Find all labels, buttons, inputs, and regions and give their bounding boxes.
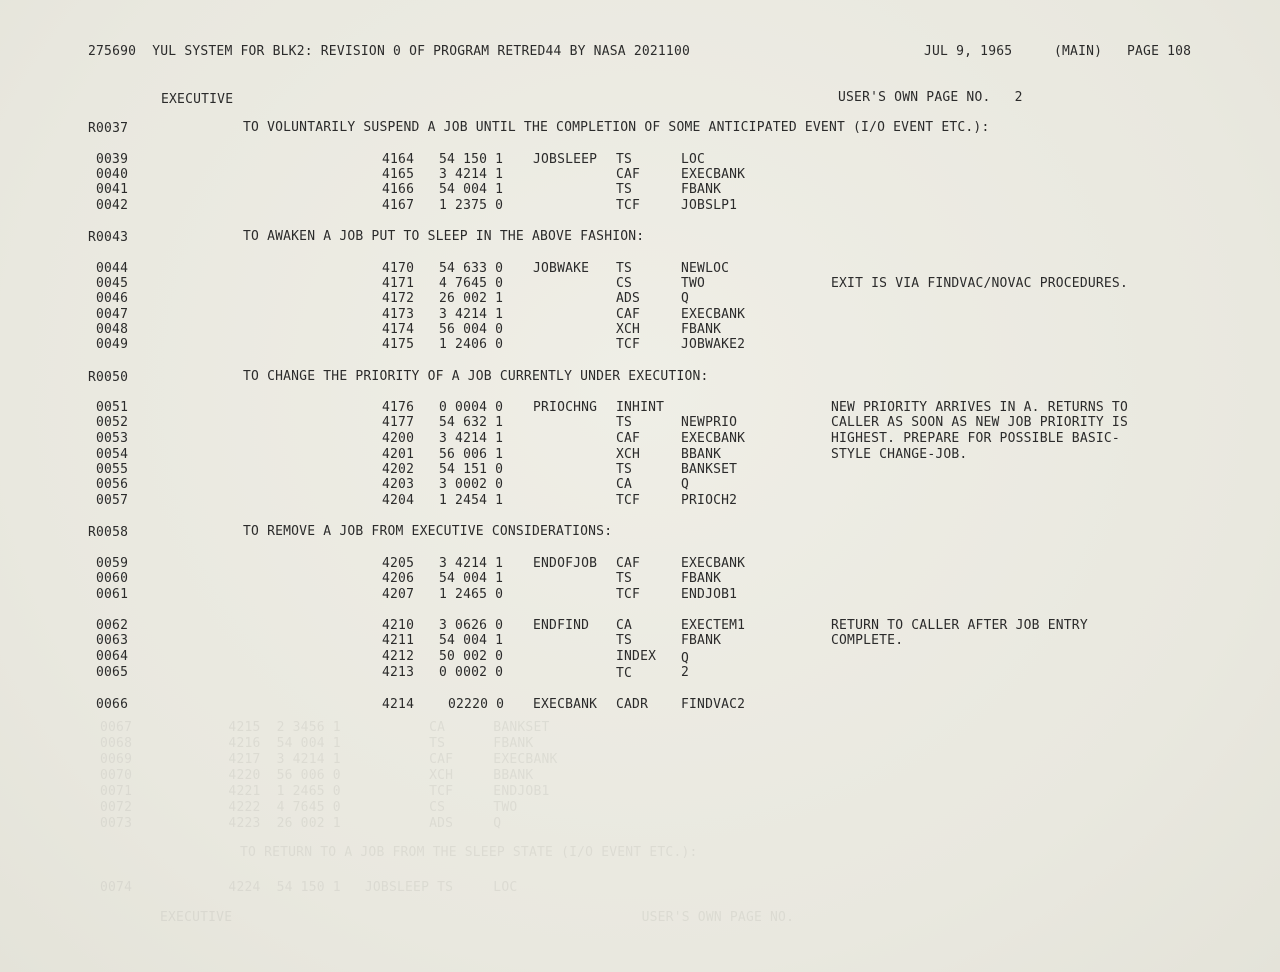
- operand: EXECBANK: [681, 167, 746, 182]
- users-page-number: USER'S OWN PAGE NO. 2: [838, 90, 1023, 105]
- opcode: TS: [616, 152, 633, 167]
- seq-number: 0053: [96, 431, 129, 446]
- seq-number: 0049: [96, 337, 129, 352]
- seq-number: 0045: [96, 276, 129, 291]
- octal-code: 26 002 1: [439, 291, 504, 306]
- seq-number: 0059: [96, 556, 129, 571]
- opcode: CADR: [616, 697, 649, 712]
- address: 4207: [382, 587, 415, 602]
- seq-number: 0051: [96, 400, 129, 415]
- opcode: CA: [616, 477, 633, 492]
- seq-number: 0062: [96, 618, 129, 633]
- address: 4166: [382, 182, 415, 197]
- address: 4203: [382, 477, 415, 492]
- octal-code: 4 7645 0: [439, 276, 504, 291]
- opcode: TCF: [616, 198, 641, 213]
- opcode: XCH: [616, 447, 641, 462]
- block-comment-line: COMPLETE.: [831, 633, 904, 648]
- octal-code: 3 4214 1: [439, 167, 504, 182]
- seq-number: 0044: [96, 261, 129, 276]
- seq-number: 0060: [96, 571, 129, 586]
- operand: ENDJOB1: [681, 587, 738, 602]
- operand: LOC: [681, 152, 706, 167]
- opcode: TC: [616, 666, 633, 681]
- address: 4204: [382, 493, 415, 508]
- operand: EXECTEM1: [681, 618, 746, 633]
- seq-number: 0055: [96, 462, 129, 477]
- seq-number: 0046: [96, 291, 129, 306]
- opcode: TS: [616, 462, 633, 477]
- operand: PRIOCH2: [681, 493, 738, 508]
- address: 4212: [382, 649, 415, 664]
- operand: FBANK: [681, 633, 722, 648]
- address: 4165: [382, 167, 415, 182]
- octal-code: 54 004 1: [439, 633, 504, 648]
- opcode: TS: [616, 415, 633, 430]
- opcode: TS: [616, 571, 633, 586]
- octal-code: 54 004 1: [439, 571, 504, 586]
- address: 4167: [382, 198, 415, 213]
- octal-code: 56 006 1: [439, 447, 504, 462]
- address: 4173: [382, 307, 415, 322]
- opcode: CAF: [616, 167, 641, 182]
- symbol-label: ENDOFJOB: [533, 556, 598, 571]
- address: 4176: [382, 400, 415, 415]
- seq-number: 0054: [96, 447, 129, 462]
- octal-code: 3 4214 1: [439, 556, 504, 571]
- operand: EXECBANK: [681, 431, 746, 446]
- octal-code: 56 004 0: [439, 322, 504, 337]
- operand: JOBWAKE2: [681, 337, 746, 352]
- address: 4202: [382, 462, 415, 477]
- octal-code: 0 0002 0: [439, 665, 504, 680]
- block-title: TO VOLUNTARILY SUSPEND A JOB UNTIL THE COMPLETION OF SOME ANTICIPATED EVENT (I/O EVENT ETC.):: [243, 120, 990, 135]
- opcode: CS: [616, 276, 633, 291]
- block-title: TO REMOVE A JOB FROM EXECUTIVE CONSIDERATIONS:: [243, 524, 613, 539]
- opcode: TCF: [616, 493, 641, 508]
- header-left: 275690 YUL SYSTEM FOR BLK2: REVISION 0 OF PROGRAM RETRED44 BY NASA 2021100: [88, 44, 690, 59]
- opcode: XCH: [616, 322, 641, 337]
- octal-code: 3 4214 1: [439, 307, 504, 322]
- operand: Q: [681, 291, 690, 306]
- octal-code: 02220 0: [448, 697, 505, 712]
- header-date: JUL 9, 1965: [924, 44, 1013, 59]
- block-id: R0058: [88, 525, 129, 540]
- opcode: CAF: [616, 556, 641, 571]
- address: 4213: [382, 665, 415, 680]
- block-id: R0043: [88, 230, 129, 245]
- address: 4164: [382, 152, 415, 167]
- octal-code: 1 2406 0: [439, 337, 504, 352]
- operand: NEWLOC: [681, 261, 730, 276]
- seq-number: 0056: [96, 477, 129, 492]
- bleed-through-texture: 0067 4215 2 3456 1 CA BANKSET 0068 4216 54 004 1 TS FBANK 0069 4217 3 4214 1 CAF EXECBANK 0070 4220 56 006 0 XCH BBANK 0071 4221 1 2465 0 TCF ENDJOB1 0072 4222 4 7645 0 CS TWO 0073 4223 26 002 1 ADS Q TO RETURN TO A JOB FROM THE SLEEP STATE (I/O EVENT ETC.): 0074 4224 54 150 1 JOBSLEEP TS LOC EXECUTIVE USER'S OWN PAGE NO.: [100, 720, 795, 925]
- seq-number: 0066: [96, 697, 129, 712]
- seq-number: 0042: [96, 198, 129, 213]
- opcode: CA: [616, 618, 633, 633]
- block-comment-line: EXIT IS VIA FINDVAC/NOVAC PROCEDURES.: [831, 276, 1128, 291]
- symbol-label: JOBSLEEP: [533, 152, 598, 167]
- seq-number: 0061: [96, 587, 129, 602]
- operand: FBANK: [681, 182, 722, 197]
- symbol-label: JOBWAKE: [533, 261, 590, 276]
- operand: EXECBANK: [681, 556, 746, 571]
- operand: FINDVAC2: [681, 697, 746, 712]
- seq-number: 0057: [96, 493, 129, 508]
- block-comment-line: HIGHEST. PREPARE FOR POSSIBLE BASIC-: [831, 431, 1120, 446]
- operand: Q: [681, 651, 690, 666]
- operand: EXECBANK: [681, 307, 746, 322]
- opcode: INHINT: [616, 400, 665, 415]
- octal-code: 1 2465 0: [439, 587, 504, 602]
- address: 4175: [382, 337, 415, 352]
- octal-code: 54 151 0: [439, 462, 504, 477]
- opcode: TS: [616, 182, 633, 197]
- address: 4206: [382, 571, 415, 586]
- address: 4170: [382, 261, 415, 276]
- address: 4214: [382, 697, 415, 712]
- operand: FBANK: [681, 322, 722, 337]
- opcode: CAF: [616, 307, 641, 322]
- seq-number: 0063: [96, 633, 129, 648]
- seq-number: 0052: [96, 415, 129, 430]
- seq-number: 0047: [96, 307, 129, 322]
- octal-code: 1 2454 1: [439, 493, 504, 508]
- opcode: INDEX: [616, 649, 657, 664]
- opcode: TS: [616, 261, 633, 276]
- address: 4210: [382, 618, 415, 633]
- seq-number: 0039: [96, 152, 129, 167]
- seq-number: 0064: [96, 649, 129, 664]
- address: 4172: [382, 291, 415, 306]
- octal-code: 3 4214 1: [439, 431, 504, 446]
- address: 4201: [382, 447, 415, 462]
- address: 4174: [382, 322, 415, 337]
- header-main: (MAIN): [1054, 44, 1103, 59]
- operand: BBANK: [681, 447, 722, 462]
- octal-code: 50 002 0: [439, 649, 504, 664]
- opcode: TCF: [616, 587, 641, 602]
- address: 4211: [382, 633, 415, 648]
- octal-code: 54 004 1: [439, 182, 504, 197]
- address: 4200: [382, 431, 415, 446]
- octal-code: 54 633 0: [439, 261, 504, 276]
- seq-number: 0048: [96, 322, 129, 337]
- opcode: TS: [616, 633, 633, 648]
- address: 4171: [382, 276, 415, 291]
- octal-code: 3 0626 0: [439, 618, 504, 633]
- block-comment-line: RETURN TO CALLER AFTER JOB ENTRY: [831, 618, 1088, 633]
- octal-code: 0 0004 0: [439, 400, 504, 415]
- octal-code: 54 150 1: [439, 152, 504, 167]
- block-comment-line: STYLE CHANGE-JOB.: [831, 447, 968, 462]
- operand: JOBSLP1: [681, 198, 738, 213]
- section-title: EXECUTIVE: [161, 92, 234, 107]
- block-title: TO CHANGE THE PRIORITY OF A JOB CURRENTLY UNDER EXECUTION:: [243, 369, 709, 384]
- address: 4177: [382, 415, 415, 430]
- symbol-label: ENDFIND: [533, 618, 590, 633]
- opcode: ADS: [616, 291, 641, 306]
- operand: NEWPRIO: [681, 415, 738, 430]
- address: 4205: [382, 556, 415, 571]
- block-id: R0037: [88, 121, 129, 136]
- operand: TWO: [681, 276, 706, 291]
- header-page: PAGE 108: [1127, 44, 1192, 59]
- operand: 2: [681, 665, 690, 680]
- operand: Q: [681, 477, 690, 492]
- block-title: TO AWAKEN A JOB PUT TO SLEEP IN THE ABOVE FASHION:: [243, 229, 645, 244]
- symbol-label: EXECBANK: [533, 697, 598, 712]
- octal-code: 3 0002 0: [439, 477, 504, 492]
- seq-number: 0041: [96, 182, 129, 197]
- operand: FBANK: [681, 571, 722, 586]
- seq-number: 0040: [96, 167, 129, 182]
- opcode: CAF: [616, 431, 641, 446]
- seq-number: 0065: [96, 665, 129, 680]
- operand: BANKSET: [681, 462, 738, 477]
- block-id: R0050: [88, 370, 129, 385]
- symbol-label: PRIOCHNG: [533, 400, 598, 415]
- block-comment-line: CALLER AS SOON AS NEW JOB PRIORITY IS: [831, 415, 1128, 430]
- block-comment-line: NEW PRIORITY ARRIVES IN A. RETURNS TO: [831, 400, 1128, 415]
- opcode: TCF: [616, 337, 641, 352]
- octal-code: 54 632 1: [439, 415, 504, 430]
- octal-code: 1 2375 0: [439, 198, 504, 213]
